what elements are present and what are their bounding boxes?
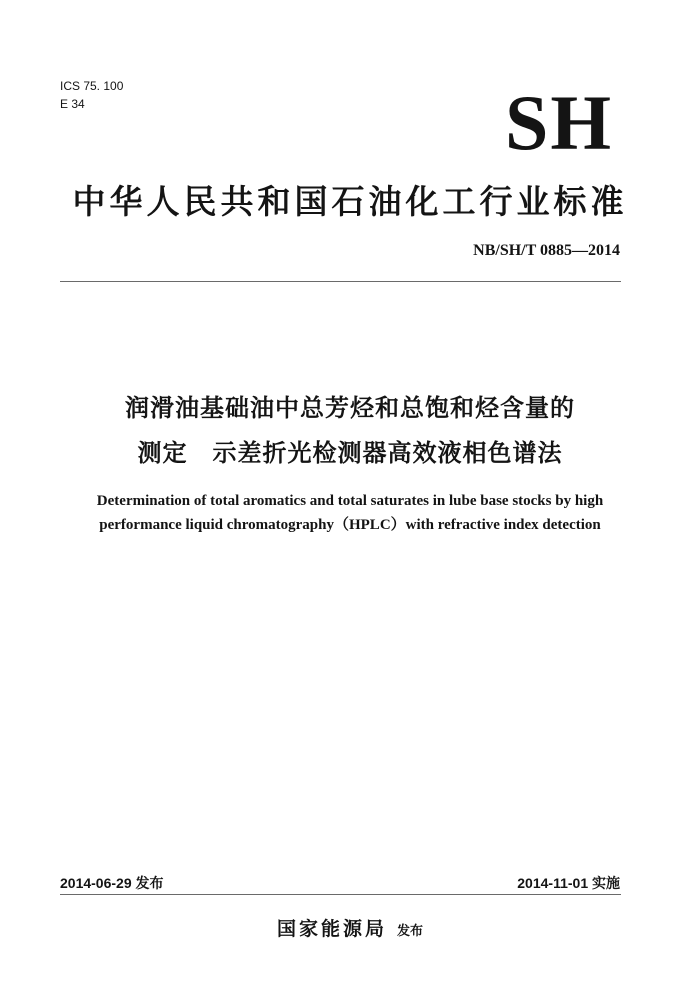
issuer-action: 发布 (397, 924, 424, 939)
ccs-code: E 34 (60, 97, 85, 111)
issuer-name: 国家能源局 (276, 918, 387, 940)
standard-number: NB/SH/T 0885—2014 (473, 242, 620, 259)
document-title-cn-line2: 测定 示差折光检测器高效液相色谱法 (137, 439, 563, 467)
sh-logo: SH (505, 79, 614, 166)
ics-code: ICS 75. 100 (60, 79, 124, 93)
bottom-divider (60, 894, 621, 895)
standard-title: 中华人民共和国石油化工行业标准 (72, 182, 628, 221)
issuer-block (0, 914, 700, 941)
document-title-cn-line1: 润滑油基础油中总芳烃和总饱和烃含量的 (125, 394, 575, 422)
document-title-en-line2: performance liquid chromatography（HPLC）with refractive index detection (99, 517, 601, 533)
implementation-date: 2014-11-01 实施 (517, 875, 620, 891)
issue-date: 2014-06-29 发布 (60, 875, 164, 891)
top-divider (60, 281, 621, 282)
document-title-en-line1: Determination of total aromatics and total saturates in lube base stocks by high (96, 493, 604, 509)
